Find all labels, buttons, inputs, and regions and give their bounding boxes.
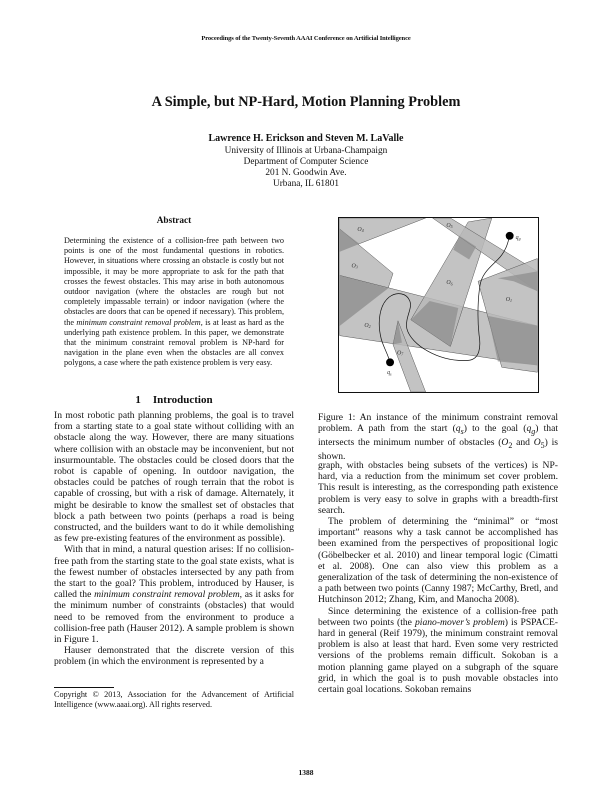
- paragraph: In most robotic path planning problems, the goal is to travel from a starting state to a goal state without colliding with an obstacle along the way. However, there are many situations where collision with an obstacle may be inconvenient, but not insurmountable. The obstacles could be closed doors that the robot is capable of opening. In outdoor navigation, the obstacles could be patches of rough terrain that the robot is capable of crossing, but with a risk of damage. Alternately, it might be desirable to know the smallest set of obstacles that block a path between two points (perhaps a road is being constructed, and the builders want to do it while demolishing as few pre-existing features of the environment as possible).: [54, 410, 294, 545]
- math-sub: g: [531, 427, 536, 437]
- paragraph: graph, with obstacles being subsets of the vertices) is NP-hard, via a reduction from the minimum set cover problem. This result is interesting, as the corresponding path existence problem is very easy to solve in graphs with a breadth-first search.: [318, 460, 558, 516]
- caption-text: Figure 1: An instance of the minimum constraint removal problem. A path from the start (: [318, 412, 558, 435]
- abstract-emphasis: minimum constraint removal problem: [76, 317, 201, 327]
- copyright-footnote: Copyright © 2013, Association for the Advancement of Artificial Intelligence (www.aaai.org). All rights reserved.: [54, 690, 294, 710]
- label-o4: O4: [357, 226, 364, 234]
- paragraph-text: With that in mind, a natural question arises: If no collision-free path from the starting state to the goal state exists, what is the fewest number of obstacles intersected by any path from the start to the goal? This problem, introduced by Hauser, is called the: [54, 544, 294, 601]
- math-o: O: [533, 437, 541, 449]
- figure-1-caption: [318, 412, 558, 463]
- paragraph: The problem of determining the “minimal” or “most important” reasons why a task cannot be accomplished has been examined from the perspectives of propositional logic (Göbelbecker et al. 2010) and linear temporal logic (Cimatti et al. 2008). One can also view this problem as a generalization of the task of determining the non-existence of a path between two points (Canny 1987; McCarthy, Bretl, and Hutchinson 2012; Zhang, Kim, and Manocha 2008).: [318, 516, 558, 606]
- caption-text: ) that intersects the minimum number of obstacles (: [318, 423, 558, 449]
- start-point: [386, 358, 394, 366]
- abstract-text: , is at least as hard as the underlying path existence problem. In this paper, we demonstrate that the minimum constraint removal problem is NP-hard for navigation in the plane even when the obstacles are all convex polygons, a case where the path existence problem is very easy.: [64, 317, 284, 368]
- label-o5: O5: [446, 222, 453, 230]
- paragraph-text: , as it asks for the minimum number of constraints (obstacles) that would need to be removed from the environment to produce a collision-free path (Hauser 2012). A sample problem is shown in Figure 1.: [54, 589, 294, 646]
- term-emphasis: piano-mover’s problem: [415, 616, 505, 628]
- math-sub: 2: [508, 441, 513, 451]
- label-o1: O1: [505, 297, 512, 304]
- math-q: q: [455, 423, 461, 435]
- label-o2: O2: [364, 322, 371, 329]
- proceedings-header: Proceedings of the Twenty-Seventh AAAI Conference on Artificial Intelligence: [201, 35, 411, 42]
- paper-title: A Simple, but NP-Hard, Motion Planning Problem: [151, 94, 461, 110]
- label-qs: qs: [387, 370, 392, 377]
- math-o: O: [501, 437, 509, 449]
- section-number: 1: [135, 394, 141, 406]
- paragraph: Hauser demonstrated that the discrete version of this problem (in which the environment is represented by a: [54, 645, 294, 668]
- introduction-body: [54, 410, 294, 668]
- obstacle-map: [339, 218, 538, 392]
- caption-text: ) to the goal (: [463, 423, 527, 435]
- footnote-rule: [54, 687, 114, 688]
- affiliation-line: 201 N. Goodwin Ave.: [265, 168, 347, 178]
- author-affiliation: [0, 146, 612, 190]
- label-o3: O3: [351, 263, 358, 270]
- page-number: 1388: [298, 768, 314, 777]
- figure-1-diagram: [338, 217, 539, 393]
- affiliation-line: Urbana, IL 61801: [272, 179, 339, 189]
- paragraph-text: ) is PSPACE-hard in general (Reif 1979), the minimum constraint removal problem is also at least that hard. Even some very restricted versions of the problems remain difficult. Sokoban is a motion planning game played on a subgraph of the square grid, in which the goal is to push movable obstacles into certain goal locations. Sokoban remains: [318, 616, 558, 696]
- section-heading: [54, 394, 294, 406]
- abstract-heading: Abstract: [156, 216, 192, 226]
- label-o7: O7: [396, 350, 404, 357]
- abstract-text: Determining the existence of a collision-free path between two points is one of the most fundamental questions in robotics. However, in situations where crossing an obstacle is costly but not impossible, it may be more appropriate to ask for the path that crosses the fewest obstacles. This may arise in both autonomous outdoor navigation (where the obstacles are rough but not completely impassable terrain) or indoor navigation (where the obstacles are doors that can be opened if necessary). This problem, the: [64, 236, 284, 327]
- math-sub: s: [460, 427, 464, 437]
- paper-authors: Lawrence H. Erickson and Steven M. LaValle: [208, 133, 404, 144]
- section-title: Introduction: [152, 394, 213, 406]
- paragraph-text: Since determining the existence of a collision-free path between two points (the: [318, 605, 558, 628]
- paragraph: [318, 606, 558, 696]
- math-sub: 5: [540, 441, 545, 451]
- right-column-body: [318, 460, 558, 695]
- paragraph: [54, 544, 294, 645]
- label-o6: O6: [446, 280, 453, 287]
- goal-point: [506, 232, 514, 240]
- math-q: q: [526, 423, 532, 435]
- affiliation-line: University of Illinois at Urbana-Champaign: [224, 146, 388, 156]
- caption-text: and: [512, 437, 534, 449]
- caption-text: ) is shown.: [318, 437, 558, 463]
- term-emphasis: minimum constraint removal problem: [94, 589, 240, 601]
- label-qg: qg: [515, 234, 521, 241]
- affiliation-line: Department of Computer Science: [243, 157, 369, 167]
- abstract-body: [64, 236, 284, 369]
